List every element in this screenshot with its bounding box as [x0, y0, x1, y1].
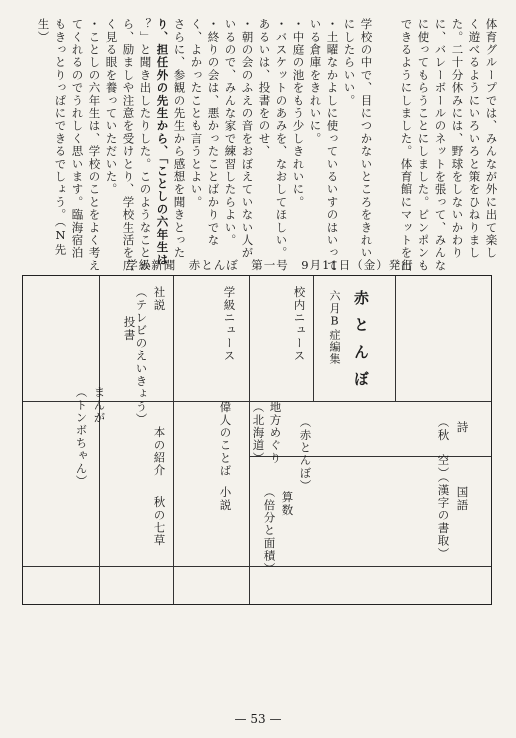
text-line: さらに、参観の先生から感想を聞きとった [172, 18, 187, 260]
book-intro-label: 本の紹介 [152, 426, 167, 477]
poem-sub2: （赤とんぼ） [298, 416, 313, 493]
text-line: ・バスケットのあみを、なおしてほしい。 [274, 18, 289, 260]
manga-sub: （トンボちゃん） [74, 386, 89, 488]
math-label: 算数 [280, 491, 295, 517]
text-line: く遊べるようにいろいろと策をひねりまし [467, 18, 482, 260]
text-line: り、担任外の先生から、「ことしの六年生は [155, 18, 170, 267]
text-line: ・土曜なかよしに使っているいすのはいって [325, 18, 340, 272]
text-line: ？」と聞き出したりした。このようなことか [138, 18, 153, 272]
masthead-subtitle: 六月B症編集 [328, 290, 341, 366]
text-line: あるいは、投書をのせ、 [257, 18, 272, 158]
text-line: いるので、みんな家で練習したらよい。 [223, 18, 238, 247]
kokugo-label: 国語 [455, 486, 470, 512]
class-news-label: 学級ニュース [222, 286, 237, 363]
text-line: ・朝の会のふえの音をおぼえていない人が [240, 18, 255, 260]
school-news-label: 校内ニュース [292, 286, 307, 363]
text-line: いる倉庫をきれいに。 [308, 18, 323, 145]
novel-label: 小説 [218, 486, 233, 512]
text-line: ・ことしの六年生は、学校のことをよく考え [87, 18, 102, 272]
masthead-title: 赤とんぼ [352, 290, 370, 398]
text-line: てくれるのでうれしく思います。臨海宿泊 [70, 18, 85, 260]
text-line: に使ってもらうことにしました。ピンポンも [416, 18, 431, 272]
text-line: た。二十分休みには、野球をしないかわり [450, 18, 465, 260]
text-line: にしたらいい。 [342, 18, 357, 107]
math-sub: （倍分と面積） [262, 486, 277, 575]
great-words-label: 偉人のことば [218, 401, 233, 478]
text-line: ・終りの会は、悪かったことばかりでな [206, 18, 221, 247]
text-line: ・中庭の池をもう少しきれいに。 [291, 18, 306, 209]
text-line: く、よかったことも言うとよい。 [189, 18, 204, 209]
text-line: もきっとりっぱにできるでしょう。（N先 [53, 18, 68, 257]
text-line: できるようにしました。体育館にマットを出 [399, 18, 414, 272]
manga-label: まんが [92, 386, 107, 425]
editorial-sub: （テレビのえいきょう） [134, 286, 149, 426]
text-line: く見る眼を養っていただいた。 [104, 18, 119, 196]
poem-sub: （秋 空） [436, 416, 451, 480]
regional-sub: （北海道） [251, 401, 266, 465]
newspaper-layout-box [22, 275, 492, 605]
text-line: 生） [36, 18, 51, 44]
poem-label: 詩 [455, 421, 470, 434]
editorial-label: 社説 [152, 286, 167, 312]
kokugo-sub: （漢字の書取） [436, 471, 451, 560]
text-line: 体育グループでは、みんなが外に出て楽し [484, 18, 499, 260]
figure-caption: 学級新聞 赤とんぼ 第一号 9月11日（金）発行 [126, 258, 414, 272]
text-line: 学校の中で、目につかないところをきれい [359, 18, 374, 260]
submissions-label: 投書 [122, 316, 137, 342]
novel-sub: 秋の七草 [152, 496, 167, 547]
regional-tour-label: 地方めぐり [268, 401, 283, 465]
text-line: に、バレーボールのネットを張って、みんな [433, 18, 448, 272]
text-line: ら、励ましや注意を受けとり、学校生活を広 [121, 18, 136, 272]
page-number: — 53 — [234, 712, 282, 726]
